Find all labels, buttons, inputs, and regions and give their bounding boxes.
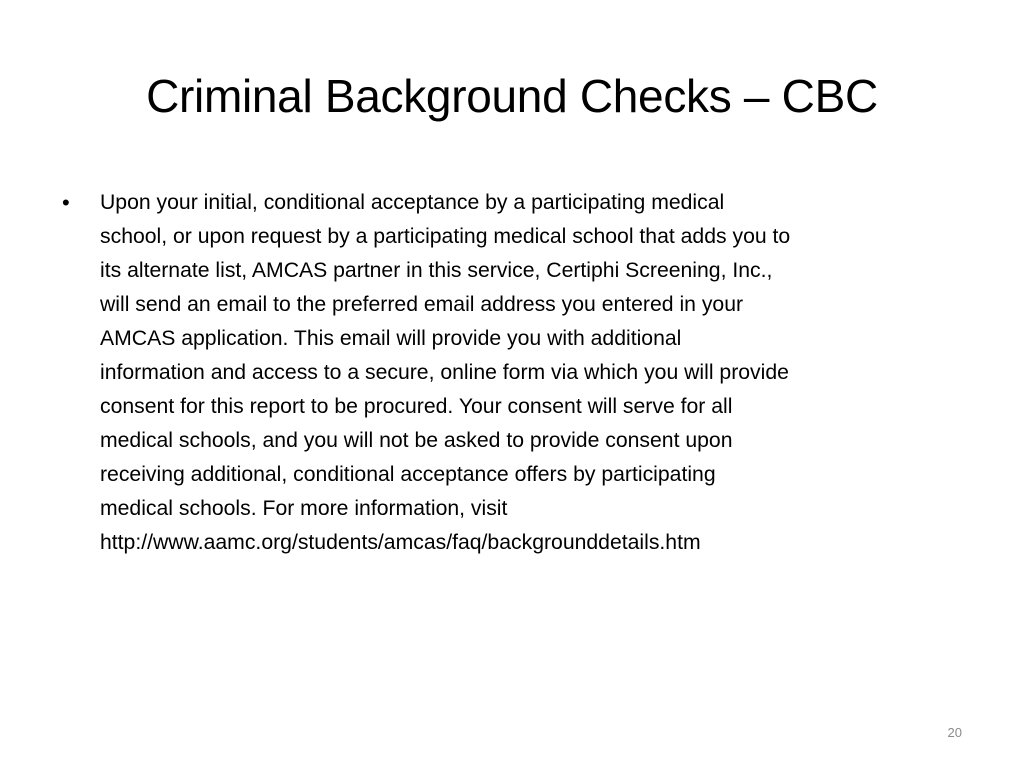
bullet-text-line: consent for this report to be procured. Your consent will serve for all xyxy=(100,395,733,418)
bullet-list xyxy=(62,186,967,560)
bullet-text-line: will send an email to the preferred email address you entered in your xyxy=(100,293,744,316)
bullet-text-line: receiving additional, conditional acceptance offers by participating xyxy=(100,463,716,486)
bullet-text-line: AMCAS application. This email will provide you with additional xyxy=(100,327,682,350)
slide-title: Criminal Background Checks – CBC xyxy=(146,70,878,122)
bullet-text-line: Upon your initial, conditional acceptance by a participating medical xyxy=(100,191,725,214)
info-url-link[interactable]: http://www.aamc.org/students/amcas/faq/backgrounddetails.htm xyxy=(100,531,701,554)
bullet-text-line: information and access to a secure, online form via which you will provide xyxy=(100,361,789,384)
bullet-text-line: its alternate list, AMCAS partner in this service, Certiphi Screening, Inc., xyxy=(100,259,773,282)
bullet-text-line: medical schools. For more information, visit xyxy=(100,497,508,520)
slide-number: 20 xyxy=(947,725,962,740)
bullet-text-line: school, or upon request by a participating medical school that adds you to xyxy=(100,225,791,248)
bullet-item xyxy=(62,186,967,560)
bullet-icon: • xyxy=(62,190,70,215)
bullet-text-line: medical schools, and you will not be asked to provide consent upon xyxy=(100,429,733,452)
